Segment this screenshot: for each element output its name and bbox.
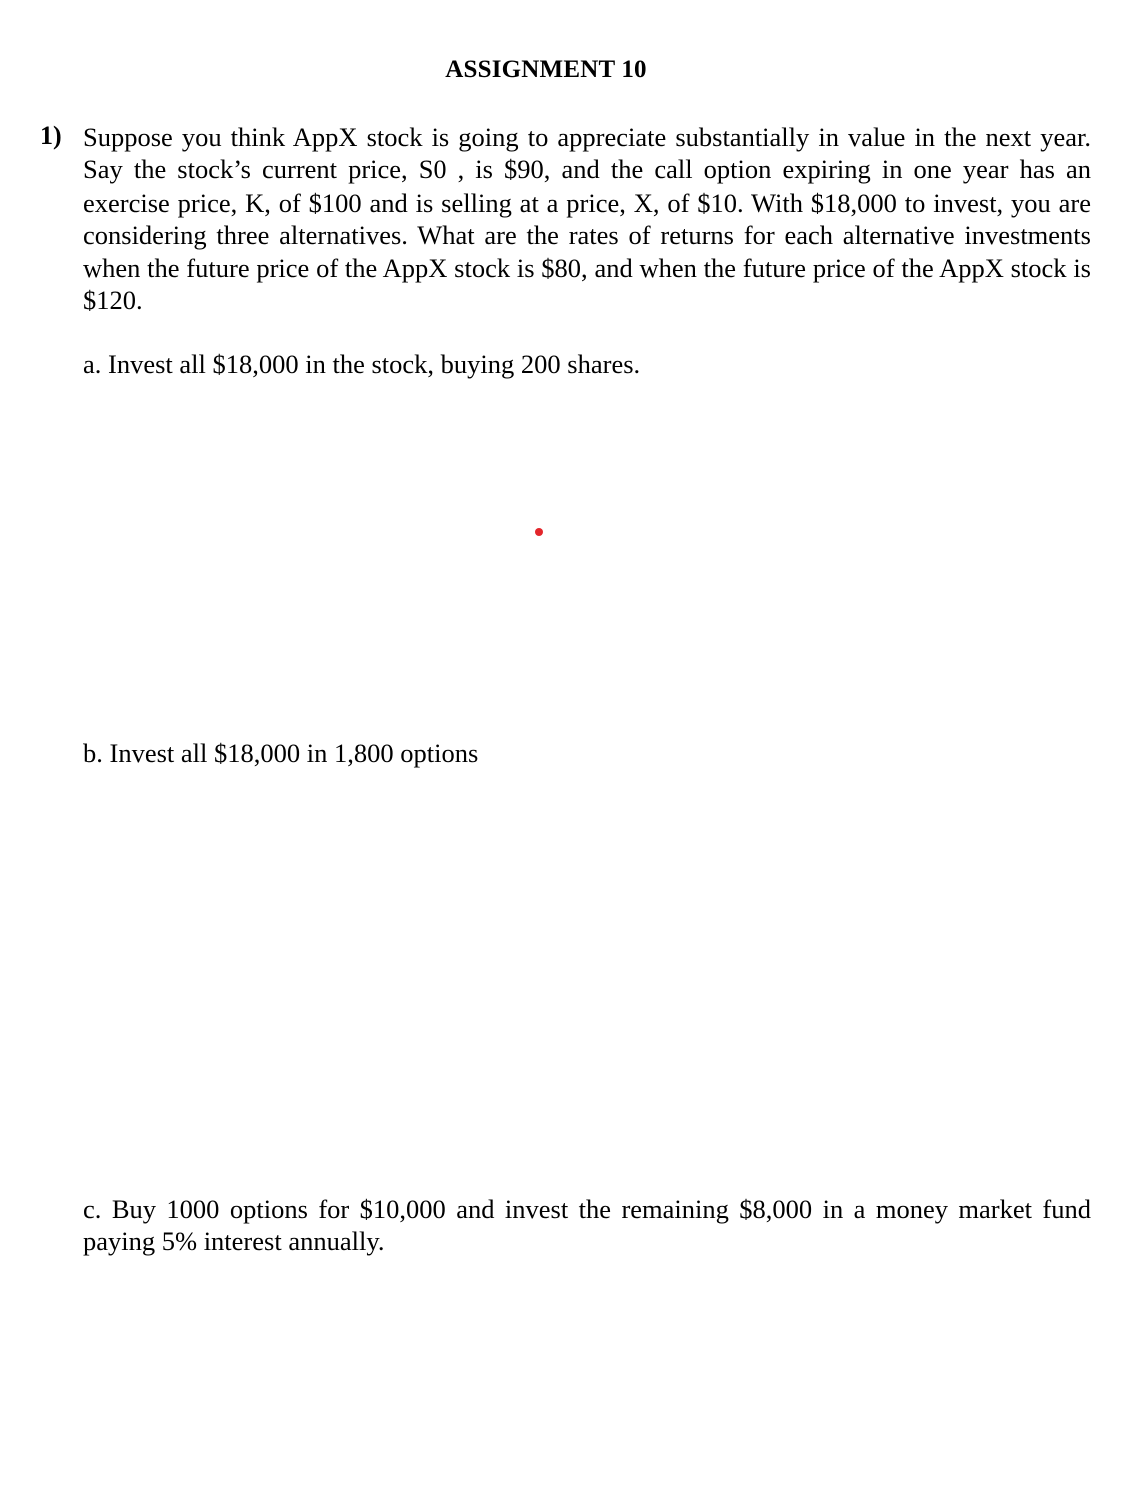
question-text-part1: Suppose you think AppX stock is going to appreciate substantially in value in the next year. Say the stock’s current price, S [83, 122, 1091, 185]
question-text [83, 121, 1091, 316]
question-number: 1) [40, 121, 62, 150]
red-dot-marker [535, 528, 543, 536]
assignment-title: ASSIGNMENT 10 [445, 56, 647, 83]
part-c-text: c. Buy 1000 options for $10,000 and invest the remaining $8,000 in a money market fund paying 5% interest annually. [83, 1194, 1091, 1257]
part-b-text: b. Invest all $18,000 in 1,800 options [83, 738, 479, 768]
subscript-zero: 0 [433, 155, 447, 185]
question-text-part2: , is $90, and the call option expiring in one year has an exercise price, K, of $100 and is selling at a price, X, of $10. With $18,000 to invest, you are considering three alternatives. What are the rates of returns for each alternative investments when the future price of the AppX stock is $80, and when the future price of the AppX stock is $120. [83, 154, 1091, 316]
part-a-text: a. Invest all $18,000 in the stock, buying 200 shares. [83, 349, 641, 379]
